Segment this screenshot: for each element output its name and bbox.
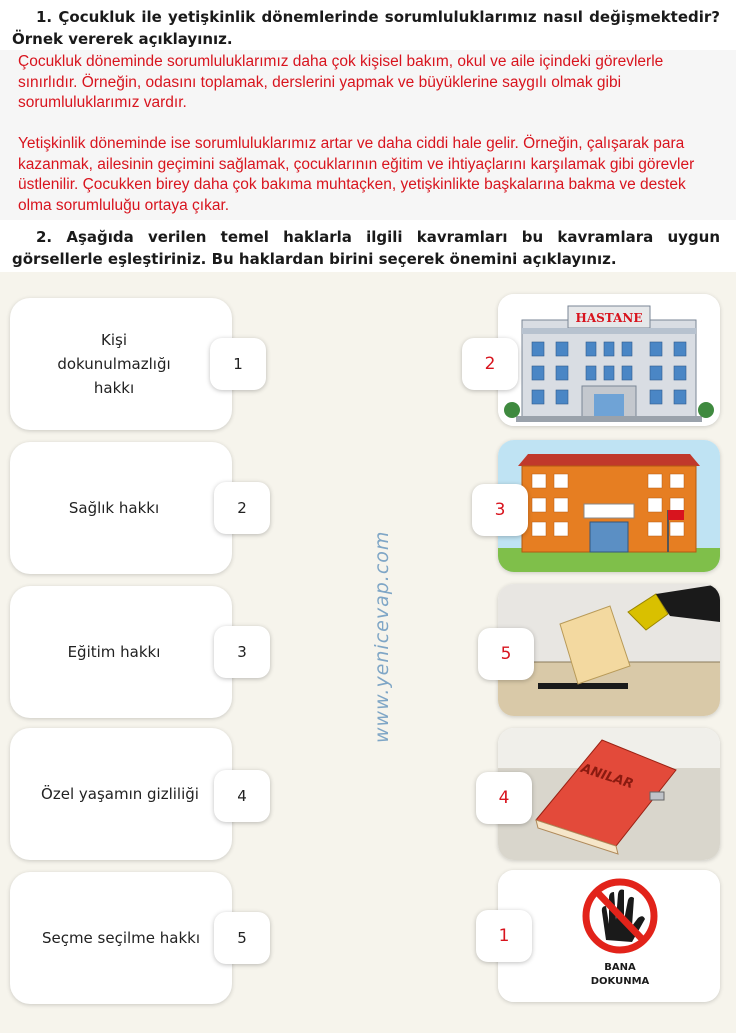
picture-card-school: [498, 440, 720, 572]
concept-label: Özel yaşamın gizliliği: [41, 785, 199, 803]
answer-paragraph-1: Çocukluk döneminde sorumluluklarımız daha çok kişisel bakım, okul ve aile içindeki görevlerle sınırlıdır. Örneğin, odasını toplamak, derslerini yapmak ve büyüklerine saygılı olmak gibi sorumluluklarımız vardır.: [18, 53, 664, 111]
concept-number-2: 2: [214, 482, 270, 534]
concept-card-3: [10, 586, 232, 718]
concept-label: Seçme seçilme hakkı: [41, 929, 201, 947]
question-2-title: 2. Aşağıda verilen temel haklarla ilgili kavramları bu kavramlara uygun görsellerle eşleştiriniz. Bu haklardan birini seçerek önemini açıklayınız.: [12, 228, 720, 268]
concept-card-2: [10, 442, 232, 574]
watermark-text: www.yenicevap.com: [371, 530, 393, 743]
answer-number-1: 2: [462, 338, 518, 390]
concept-number-1: 1: [210, 338, 266, 390]
answer-box: [0, 50, 736, 220]
hospital-image: [498, 294, 720, 426]
answer-number-3: 5: [478, 628, 534, 680]
diary-book-text: ANILAR: [579, 761, 636, 793]
sign-text-line-2: DOKUNMA: [590, 976, 650, 987]
answer-number-4: 4: [476, 772, 532, 824]
watermark: [368, 515, 396, 745]
answer-number-5: 1: [476, 910, 532, 962]
concept-card-5: [10, 872, 232, 1004]
answer-paragraph-2: Yetişkinlik döneminde ise sorumluluklarımız artar ve daha ciddi hale gelir. Örneğin, çalışarak para kazanmak, ailesinin geçimini sağlamak, çocuklarının eğitim ve ihtiyaçlarını karşılamak gibi görevler üstlenilir. Çocukken birey daha çok bakıma muhtaçken, yetişkinlikte başkalarına bakma ve destek olma sorumluluğu ortaya çıkar.: [18, 135, 695, 214]
concept-number-5: 5: [214, 912, 270, 964]
concept-number-3: 3: [214, 626, 270, 678]
concept-number-4: 4: [214, 770, 270, 822]
answer-number-2: 3: [472, 484, 528, 536]
school-image: [498, 440, 720, 572]
concept-label: Eğitim hakkı: [67, 643, 161, 661]
concept-label: Sağlık hakkı: [68, 499, 160, 517]
concept-card-1: [10, 298, 232, 430]
concept-label: Kişi dokunulmazlığı hakkı: [57, 331, 171, 397]
question-1-title: 1. Çocukluk ile yetişkinlik dönemlerinde sorumluluklarımız nasıl değişmektedir? Örnek vererek açıklayınız.: [12, 8, 720, 48]
concept-card-4: [10, 728, 232, 860]
sign-text-line-1: BANA: [604, 962, 636, 973]
hospital-sign-text: HASTANE: [575, 311, 643, 325]
picture-card-hospital: [498, 294, 720, 426]
